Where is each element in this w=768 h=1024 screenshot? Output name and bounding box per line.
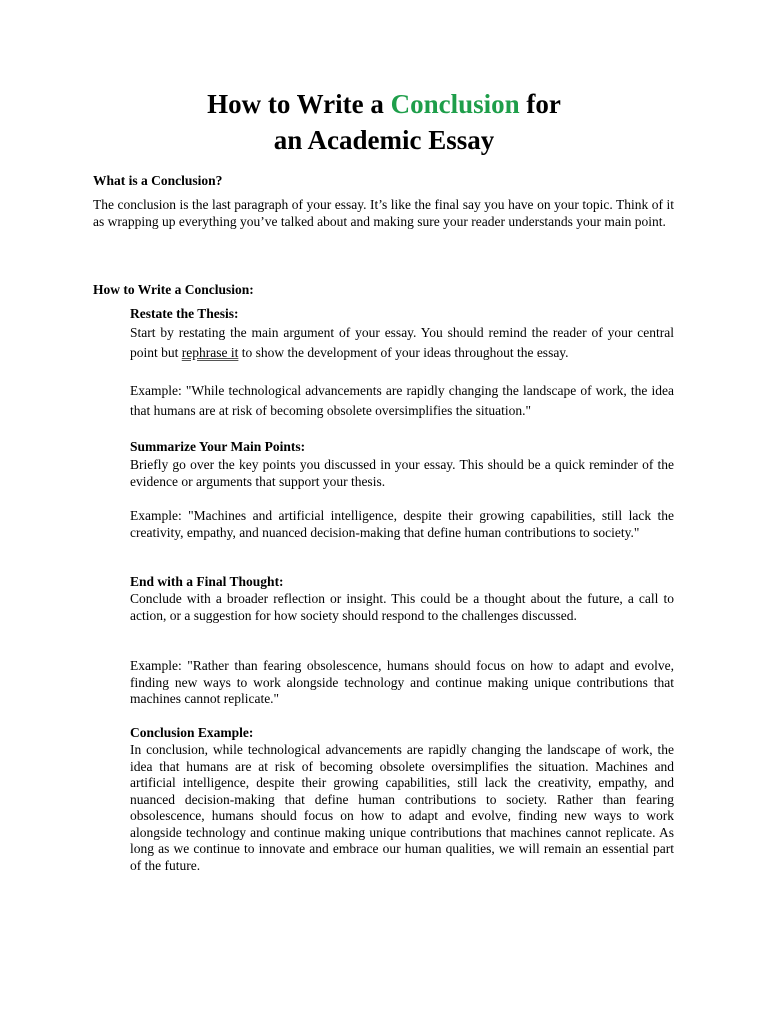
what-paragraph: The conclusion is the last paragraph of your essay. It’s like the final say you have on your topic. Think of it as wrapping up everything you’ve talked about and making sure your reader understands your main point. <box>93 197 674 229</box>
restate-example: Example: "While technological advancements are rapidly changing the landscape of work, the idea that humans are at risk of becoming obsolete oversimplifies the situation." <box>130 383 674 418</box>
restate-paragraph <box>130 323 674 363</box>
summarize-paragraph: Briefly go over the key points you discussed in your essay. This should be a quick reminder of the evidence or arguments that support your thesis. <box>130 457 674 489</box>
title-text-before: How to Write a <box>207 89 391 119</box>
summarize-example: Example: "Machines and artificial intelligence, despite their growing capabilities, still lack the creativity, empathy, and nuanced decision-making that define human contributions to society." <box>130 508 674 540</box>
section-heading-what: What is a Conclusion? <box>93 173 223 188</box>
page-title <box>0 86 768 158</box>
title-line-2: an Academic Essay <box>273 125 495 155</box>
section-heading-how: How to Write a Conclusion: <box>93 282 254 297</box>
summarize-heading: Summarize Your Main Points: <box>130 439 306 454</box>
final-thought-example: Example: "Rather than fearing obsolescence, humans should focus on how to adapt and evolve, finding new ways to work alongside technology and continue making unique contributions that machines cannot replicate." <box>130 658 674 706</box>
conclusion-example-paragraph: In conclusion, while technological advancements are rapidly changing the landscape of work, the idea that humans are at risk of becoming obsolete oversimplifies the situation. Machines and artificial intelligence, despite their growing capabilities, still lack the creativity, empathy, and nuanced decision-making that define human contributions to society. Rather than fearing obsolescence, humans should focus on how to adapt and evolve, finding new ways to work alongside technology and continue making unique contributions that machines cannot replicate. As long as we continue to innovate and embrace our human qualities, we will remain an essential part of the future. <box>130 742 674 873</box>
title-accent-word: Conclusion <box>390 89 520 119</box>
rephrase-link[interactable]: rephrase it <box>181 345 239 360</box>
title-text-after: for <box>519 89 561 119</box>
conclusion-example-heading: Conclusion Example: <box>130 725 254 740</box>
restate-text-after: to show the development of your ideas throughout the essay. <box>238 345 569 360</box>
restate-heading: Restate the Thesis: <box>130 306 239 321</box>
final-thought-heading: End with a Final Thought: <box>130 574 284 589</box>
final-thought-paragraph: Conclude with a broader reflection or insight. This could be a thought about the future, a call to action, or a suggestion for how society should respond to the challenges discussed. <box>130 591 674 623</box>
restate-text-before: Start by restating the main argument of your essay. You should remind the reader of your central point but <box>130 325 674 360</box>
